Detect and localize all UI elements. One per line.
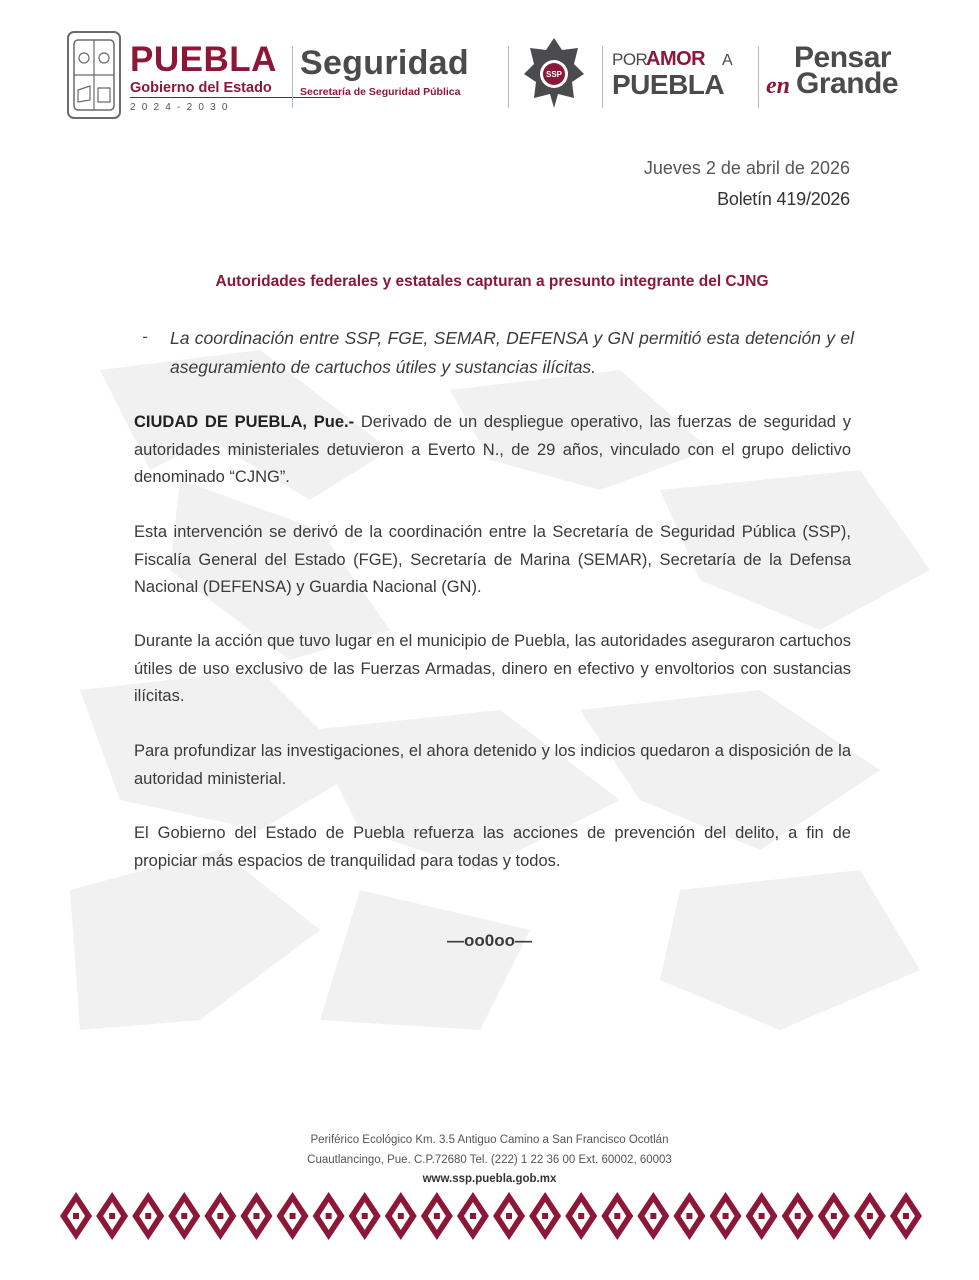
logo-gobierno-text: Gobierno del Estado [130,80,272,96]
pattern-motif [168,1192,200,1240]
police-star-icon [522,36,586,110]
logo-a-text: A [722,52,733,69]
dateline: CIUDAD DE PUEBLA, Pue.- [134,413,355,431]
pattern-motif [493,1192,525,1240]
pattern-motif [637,1192,669,1240]
release-date: Jueves 2 de abril de 2026 [643,158,850,178]
footer-website-link[interactable]: www.ssp.puebla.gob.mx [422,1173,557,1185]
pattern-motif [854,1192,886,1240]
footer-address-line-2: Cuautlancingo, Pue. C.P.72680 Tel. (222) 1 22 36 00 Ext. 60002, 60003 [307,1154,672,1166]
pattern-motif [457,1192,489,1240]
paragraph-4: Para profundizar las investigaciones, el ahora detenido y los indicios quedaron a disposición de la autoridad ministerial. [134,742,851,788]
pattern-motif [710,1192,742,1240]
logo-puebla2-text: PUEBLA [612,69,725,100]
star-label: SSP [545,70,563,79]
header-logos [66,30,926,126]
logo-por-text: POR [612,50,648,69]
pattern-motif [132,1192,164,1240]
pattern-motif [782,1192,814,1240]
pattern-motif [421,1192,453,1240]
pattern-motif [601,1192,633,1240]
pattern-motif [313,1192,345,1240]
footer-address-line-1: Periférico Ecológico Km. 3.5 Antiguo Camino a San Francisco Ocotlán [310,1134,669,1146]
header-divider [292,46,293,108]
pattern-motif [529,1192,561,1240]
state-seal-icon [66,30,122,120]
logo-en-text: en [766,73,790,99]
logo-pensar-text: Pensar [794,41,892,74]
headline: Autoridades federales y estatales capturan a presunto integrante del CJNG [215,273,769,290]
logo-grande-text: Grande [796,67,899,100]
pattern-motif [565,1192,597,1240]
pensar-en-grande-logo [766,42,926,112]
logo-seguridad-subtitle: Secretaría de Seguridad Pública [300,86,461,98]
pattern-motif [277,1192,309,1240]
paragraph-1 [134,409,851,492]
pattern-motif [385,1192,417,1240]
bullet-summary: La coordinación entre SSP, FGE, SEMAR, DEFENSA y GN permitió esta detención y el aseguramiento de cartuchos útiles y sustancias ilícitas. [170,328,854,377]
header-divider [508,46,509,108]
seguridad-logo [300,44,500,114]
logo-years-text: 2024-2030 [130,102,234,113]
paragraph-1-text: Derivado de un despliegue operativo, las fuerzas de seguridad y autoridades ministeriales detuvieron a Everto N., de 29 años, vinculado con el grupo delictivo denominado “CJNG”. [134,413,851,486]
pattern-motif [240,1192,272,1240]
paragraph-2: Esta intervención se derivó de la coordinación entre la Secretaría de Seguridad Pública (SSP), Fiscalía General del Estado (FGE), Secretaría de Marina (SEMAR), Secretaría de la Defensa Nacional (DEFENSA) y Guardia Nacional (GN). [134,523,851,596]
header-divider [758,46,759,108]
pattern-motif [349,1192,381,1240]
por-amor-a-puebla-logo [612,48,752,108]
pattern-motif [60,1192,92,1240]
paragraph-3: Durante la acción que tuvo lugar en el municipio de Puebla, las autoridades aseguraron cartuchos útiles de uso exclusivo de las Fuerzas Armadas, dinero en efectivo y envoltorios con sustancias ilícitas. [134,632,851,705]
pattern-motif [204,1192,236,1240]
bullet-dash: - [142,327,148,346]
pattern-motif [96,1192,128,1240]
pattern-motif [673,1192,705,1240]
header-divider [602,46,603,108]
pattern-motif [746,1192,778,1240]
logo-puebla-text: PUEBLA [130,40,277,79]
pattern-motif [818,1192,850,1240]
logo-amor-text: AMOR [646,48,706,70]
bulletin-number: Boletín 419/2026 [717,189,850,209]
paragraph-5: El Gobierno del Estado de Puebla refuerza las acciones de prevención del delito, a fin de propiciar más espacios de tranquilidad para todas y todos. [134,824,851,870]
pattern-motif [890,1192,922,1240]
closing-mark: —oo0oo— [447,931,532,950]
logo-seguridad-text: Seguridad [300,44,469,82]
decorative-pattern-band [58,1190,924,1242]
